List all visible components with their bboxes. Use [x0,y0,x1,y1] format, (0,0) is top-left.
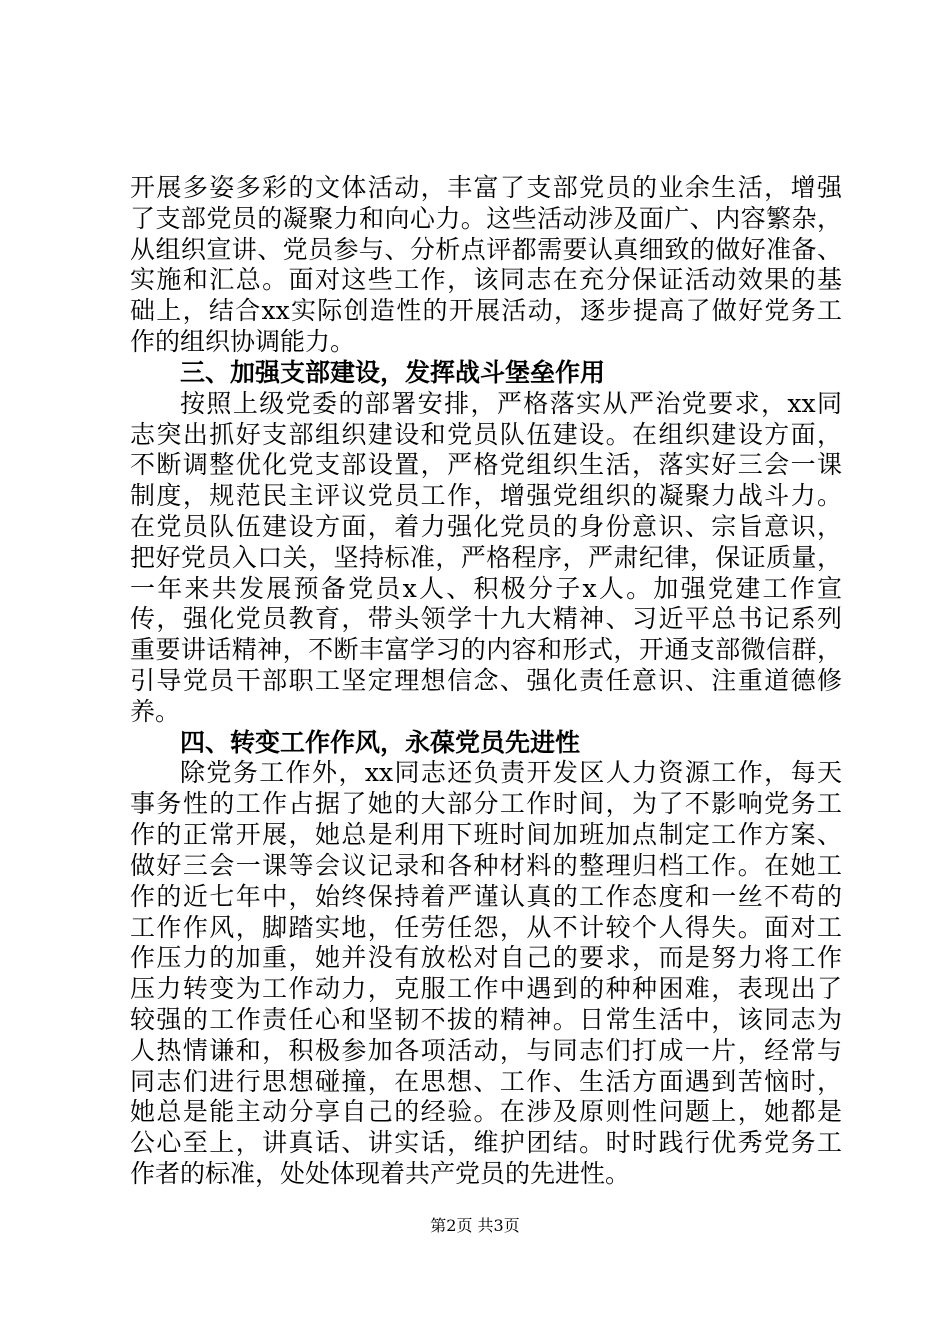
paragraph-line: 开展多姿多彩的文体活动，丰富了支部党员的业余生活，增强 [130,173,842,202]
paragraph-line: 了支部党员的凝聚力和向心力。这些活动涉及面广、内容繁杂， [130,204,842,233]
paragraph-line: 作者的标准，处处体现着共产党员的先进性。 [130,1159,631,1188]
paragraph-line: 重要讲话精神，不断丰富学习的内容和形式，开通支部微信群， [130,635,842,664]
paragraph-line: 作压力的加重，她并没有放松对自己的要求，而是努力将工作 [130,943,842,972]
paragraph-line: 作的近七年中，始终保持着严谨认真的工作态度和一丝不苟的 [130,882,842,911]
paragraph-line: 在党员队伍建设方面，着力强化党员的身份意识、宗旨意识， [130,512,842,541]
paragraph-line: 传，强化党员教育，带头领学十九大精神、习近平总书记系列 [130,604,842,633]
paragraph-line: 她总是能主动分享自己的经验。在涉及原则性问题上，她都是 [130,1097,842,1126]
paragraph-line: 同志们进行思想碰撞，在思想、工作、生活方面遇到苦恼时， [130,1067,842,1096]
paragraph-line: 一年来共发展预备党员x人、积极分子x人。加强党建工作宣 [130,574,842,603]
paragraph-line: 础上，结合xx实际创造性的开展活动，逐步提高了做好党务工 [130,296,842,325]
section-heading-4: 四、转变工作作风，永葆党员先进性 [180,728,581,757]
paragraph-line: 事务性的工作占据了她的大部分工作时间，为了不影响党务工 [130,789,842,818]
paragraph-line: 志突出抓好支部组织建设和党员队伍建设。在组织建设方面， [130,420,842,449]
paragraph-line: 压力转变为工作动力，克服工作中遇到的种种困难，表现出了 [130,974,842,1003]
paragraph-line: 做好三会一课等会议记录和各种材料的整理归档工作。在她工 [130,851,842,880]
paragraph-line: 实施和汇总。面对这些工作，该同志在充分保证活动效果的基 [130,265,842,294]
paragraph-line: 养。 [130,697,181,726]
paragraph-line: 除党务工作外，xx同志还负责开发区人力资源工作，每天 [180,758,842,787]
paragraph-line: 从组织宣讲、党员参与、分析点评都需要认真细致的做好准备、 [130,235,842,264]
paragraph-line: 较强的工作责任心和坚韧不拔的精神。日常生活中，该同志为 [130,1005,842,1034]
page-footer: 第2页 共3页 [430,1216,520,1235]
paragraph-line: 人热情谦和，积极参加各项活动，与同志们打成一片，经常与 [130,1036,842,1065]
section-heading-3: 三、加强支部建设，发挥战斗堡垒作用 [180,358,606,387]
paragraph-line: 不断调整优化党支部设置，严格党组织生活，落实好三会一课 [130,450,842,479]
paragraph-line: 作的组织协调能力。 [130,327,356,356]
paragraph-line: 工作作风，脚踏实地，任劳任怨，从不计较个人得失。面对工 [130,913,842,942]
paragraph-line: 按照上级党委的部署安排，严格落实从严治党要求，xx同 [180,389,842,418]
paragraph-line: 引导党员干部职工坚定理想信念、强化责任意识、注重道德修 [130,666,842,695]
paragraph-line: 把好党员入口关，坚持标准，严格程序，严肃纪律，保证质量， [130,543,842,572]
paragraph-line: 公心至上，讲真话、讲实话，维护团结。时时践行优秀党务工 [130,1128,842,1157]
paragraph-line: 制度，规范民主评议党员工作，增强党组织的凝聚力战斗力。 [130,481,842,510]
paragraph-line: 作的正常开展，她总是利用下班时间加班加点制定工作方案、 [130,820,842,849]
